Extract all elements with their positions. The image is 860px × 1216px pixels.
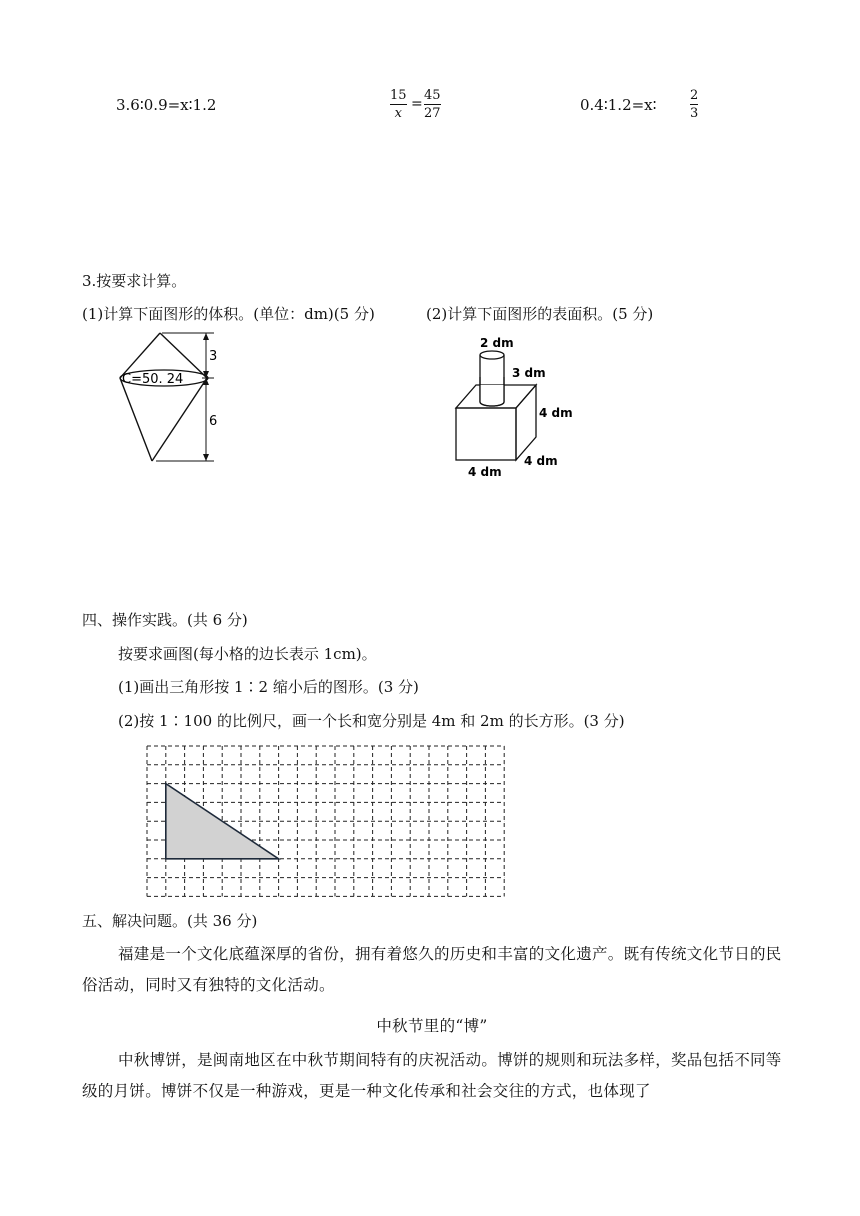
- equation-3-text: 0.4∶1.2=x∶: [580, 96, 657, 114]
- fraction: [690, 88, 698, 121]
- denominator: 27: [424, 106, 441, 121]
- section4-q2: (2)按 1∶100 的比例尺，画一个长和宽分别是 4m 和 2m 的长方形。(3 分): [118, 712, 625, 730]
- cylinder-cube-figure: [448, 332, 573, 482]
- numerator: 15: [390, 88, 407, 103]
- cube-height-label: 4 dm: [539, 406, 573, 420]
- section4-q1: (1)画出三角形按 1∶2 缩小后的图形。(3 分): [118, 678, 419, 696]
- cylinder-diameter-label: 2 dm: [480, 336, 514, 350]
- section3-q1: (1)计算下面图形的体积。(单位：dm)(5 分): [82, 305, 375, 323]
- section5-title: 五、解决问题。(共 36 分): [82, 912, 258, 930]
- fraction-left: [390, 88, 407, 121]
- circumference-label: C=50. 24: [122, 372, 184, 387]
- denominator: x: [394, 106, 402, 121]
- section5-subtitle: 中秋节里的“博”: [376, 1017, 488, 1035]
- cube-depth-label: 4 dm: [524, 454, 558, 468]
- section4-instruction: 按要求画图(每小格的边长表示 1cm)。: [118, 645, 377, 663]
- equation-1: 3.6∶0.9=x∶1.2: [116, 96, 217, 114]
- cylinder-height-label: 3 dm: [512, 366, 546, 380]
- section5-intro: 福建是一个文化底蕴深厚的省份，拥有着悠久的历史和丰富的文化遗产。既有传统文化节日的民俗活动，同时又有独特的文化活动。: [82, 945, 782, 994]
- section5-body: 中秋博饼，是闽南地区在中秋节期间特有的庆祝活动。博饼的规则和玩法多样，奖品包括不同等级的月饼。博饼不仅是一种游戏，更是一种文化传承和社会交往的方式，也体现了: [82, 1051, 782, 1100]
- double-cone-figure: [110, 328, 240, 468]
- denominator: 3: [690, 106, 699, 121]
- bottom-height-label: 6: [209, 414, 218, 429]
- cube-width-label: 4 dm: [468, 465, 502, 479]
- numerator: 2: [690, 88, 699, 103]
- section4-title: 四、操作实践。(共 6 分): [82, 611, 248, 629]
- numerator: 45: [424, 88, 441, 103]
- drawing-grid[interactable]: [145, 744, 495, 898]
- section3-q2: (2)计算下面图形的表面积。(5 分): [426, 305, 654, 323]
- section3-title: 3.按要求计算。: [82, 272, 187, 290]
- equals-sign: =: [411, 96, 423, 112]
- top-height-label: 3: [209, 349, 218, 364]
- fraction-right: [424, 88, 441, 121]
